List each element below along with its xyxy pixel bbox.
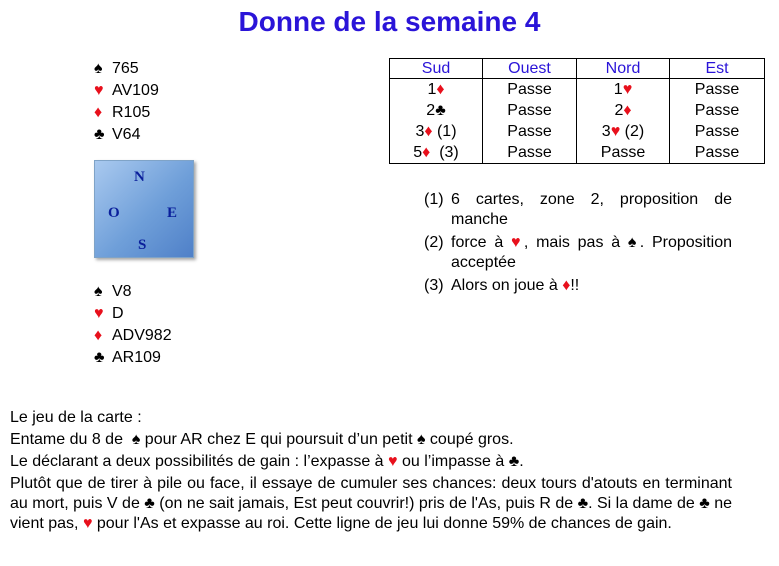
bid-suit-icon: ♥ [622,81,633,98]
south-suit-row [94,281,172,303]
bid-row [390,121,765,142]
bid-row [390,100,765,121]
bidding-table [389,58,765,164]
compass-north: N [134,169,145,185]
south-suit-row [94,303,172,325]
bid-cell [483,121,577,142]
bid-cell [670,121,765,142]
suit-symbol-icon: ♥ [94,82,104,99]
bid-cell [577,142,670,164]
play-text-part: Le jeu de la carte : [10,409,142,426]
play-text-part: ou l’impasse à [397,453,509,470]
bid-text: 3 [415,123,425,140]
suit-cards: ADV982 [112,327,172,344]
note-text [451,276,732,296]
note-number: (1) [424,191,444,208]
play-text-part: ne vient pas, [10,495,737,532]
bid-header-cell: Nord [577,59,670,79]
suit-symbol-icon: ♥ [82,515,93,532]
play-paragraph [10,452,732,472]
play-paragraph [10,408,732,428]
play-text-part: coupé gros. [425,431,514,448]
suit-symbol-icon: ♠ [627,234,640,251]
bid-text: Passe [694,144,740,161]
bid-suit-icon: ♥ [610,123,621,140]
suit-symbol-icon: ♣ [94,126,105,143]
bid-header-cell: Sud [390,59,483,79]
bid-header-cell: Ouest [483,59,577,79]
note-number: (2) [424,234,444,251]
note-number: (3) [424,277,444,294]
suit-symbol-icon: ♠ [94,60,103,77]
play-text-part: (on ne sait jamais, Est peut couvrir!) pris de l'As, puis R de [154,495,578,512]
note-item [424,190,732,230]
bid-suit-icon: ♣ [435,102,446,119]
play-text-part: Plutôt que de tirer à pile ou face, il essaye de cumuler ses chances: deux tours d'atouts en terminant au mort, puis V de [10,475,737,512]
bid-suit-icon: ♦ [422,144,431,161]
note-item [424,276,732,296]
play-text-part: . [519,453,524,470]
note-text-part: 6 cartes, zone 2, proposition de manche [451,191,732,228]
bid-cell [577,100,670,121]
south-suit-row [94,347,172,369]
bid-cell [577,121,670,142]
bid-text: Passe [507,123,552,140]
bid-cell [577,79,670,101]
compass-west: O [108,205,120,221]
play-text-part: pour AR chez E qui poursuit d’un petit [140,431,417,448]
bidding-notes [424,190,732,299]
north-suit-row [94,58,159,80]
suit-symbol-icon: ♥ [94,305,104,322]
suit-symbol-icon: ♣ [577,495,589,512]
note-text-part: . Proposition acceptée [451,234,733,271]
bid-text: 5 [413,144,423,161]
suit-symbol-icon: ♣ [94,349,105,366]
note-text [451,190,732,230]
suit-cards: 765 [112,60,139,77]
suit-symbol-icon: ♠ [94,283,103,300]
suit-cards: V64 [112,126,141,143]
suit-cards: AR109 [112,349,161,366]
bid-text: Passe [600,144,646,161]
suit-symbol-icon: ♠ [416,431,426,448]
suit-symbol-icon: ♠ [131,431,141,448]
compass-south: S [138,237,147,253]
north-suit-row [94,102,159,124]
suit-symbol-icon: ♦ [94,327,103,344]
compass-east: E [167,205,178,221]
bid-row [390,79,765,101]
bid-cell [390,121,483,142]
bid-text: 2 [614,102,624,119]
bid-text: Passe [694,102,740,119]
bid-text: Passe [694,123,740,140]
bid-cell [483,142,577,164]
bid-cell [390,142,483,164]
bid-annotation: (1) [432,123,457,140]
suit-symbol-icon: ♥ [511,234,524,251]
suit-cards: AV109 [112,82,159,99]
bid-header-cell: Est [670,59,765,79]
bid-text: 3 [601,123,611,140]
bid-annotation: (2) [620,123,645,140]
south-hand [94,281,172,369]
play-paragraph [10,474,737,534]
suit-cards: D [112,305,124,322]
north-suit-row [94,80,159,102]
suit-symbol-icon: ♦ [94,104,103,121]
suit-symbol-icon: ♦ [562,277,571,294]
play-text-part: . Si la dame de [588,495,700,512]
north-suit-row [94,124,159,146]
play-paragraph [10,430,732,450]
note-text-part: force à [451,234,512,251]
bid-text: 2 [426,102,436,119]
play-text-part: pour l'As et expasse au roi. Cette ligne de jeu lui donne 59% de chances de gain. [92,515,672,532]
south-suit-row [94,325,172,347]
play-text-part: Le déclarant a deux possibilités de gain : l’expasse à [10,453,389,470]
note-text-part: Alors on joue à [451,277,563,294]
bid-cell [390,100,483,121]
bid-cell [390,79,483,101]
bid-suit-icon: ♦ [623,102,632,119]
suit-symbol-icon: ♣ [508,453,520,470]
suit-symbol-icon: ♥ [388,453,398,470]
bid-text: Passe [507,81,552,98]
bid-cell [670,79,765,101]
bid-text: 1 [613,81,623,98]
bid-text: Passe [694,81,740,98]
suit-symbol-icon: ♣ [144,495,155,512]
suit-cards: V8 [112,283,132,300]
bid-text: Passe [507,102,552,119]
note-item [424,233,732,273]
note-text [451,233,732,273]
bid-annotation: (3) [430,144,459,161]
bid-cell [483,100,577,121]
bid-suit-icon: ♦ [436,81,445,98]
page-title: Donne de la semaine 4 [238,6,541,37]
play-text-part: Entame du 8 de [10,431,132,448]
bid-suit-icon: ♦ [424,123,433,140]
bid-cell [670,142,765,164]
note-text-part: !! [570,277,580,294]
suit-cards: R105 [112,104,151,121]
bid-cell [670,100,765,121]
compass-diagram [94,160,194,258]
suit-symbol-icon: ♣ [699,495,710,512]
bid-text: 1 [427,81,437,98]
bid-cell [483,79,577,101]
north-hand [94,58,159,146]
bid-text: Passe [507,144,552,161]
note-text-part: , mais pas à [523,234,628,251]
card-play-text [10,408,737,536]
bid-row [390,142,765,164]
